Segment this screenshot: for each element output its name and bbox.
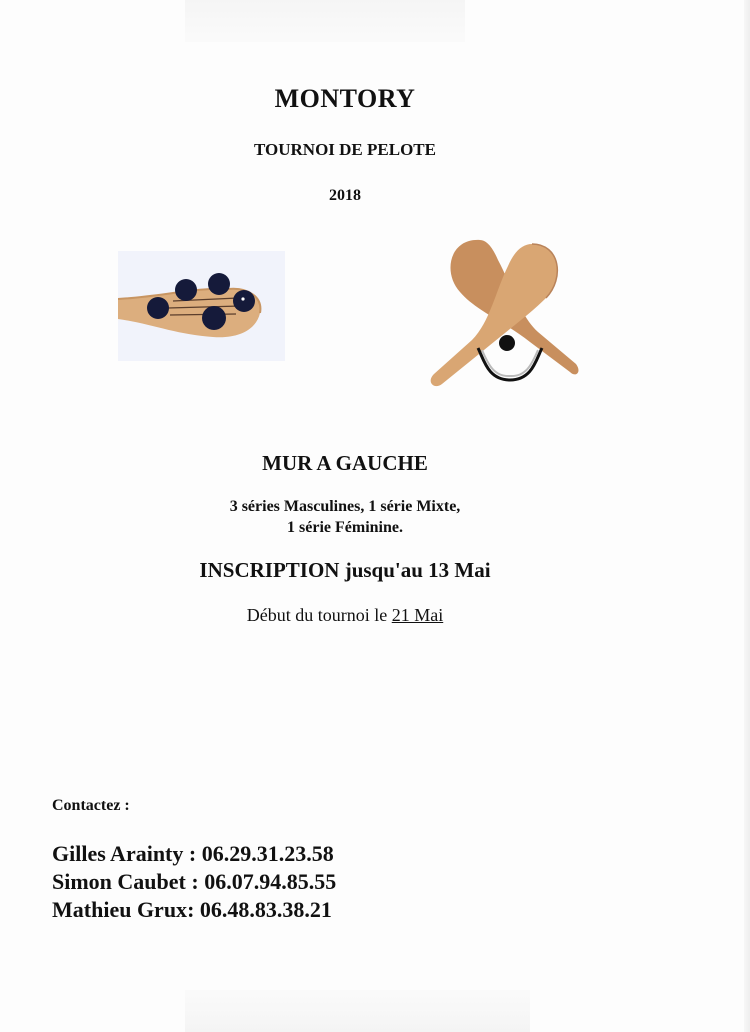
- pelota-balls-photo: [118, 251, 285, 361]
- discipline-title: MUR A GAUCHE: [262, 451, 428, 475]
- contact-entry: [52, 840, 336, 868]
- pelota-ball: [233, 290, 255, 312]
- paper-edge: [744, 0, 750, 1032]
- pelota-ball: [147, 297, 169, 319]
- contact-phone: 06.29.31.23.58: [201, 841, 334, 866]
- start-date: 21 Mai: [391, 605, 444, 625]
- contact-name: Mathieu Grux: [52, 897, 188, 922]
- contact-separator: :: [183, 841, 202, 866]
- tournament-year: 2018: [329, 187, 361, 204]
- tournament-start: [0, 605, 690, 626]
- contact-phone: 06.07.94.85.55: [204, 869, 337, 894]
- contact-name: Simon Caubet: [52, 869, 186, 894]
- pelota-ball: [175, 279, 197, 301]
- tape-strip-top: [185, 0, 465, 42]
- pelota-ball: [208, 273, 230, 295]
- tournament-subtitle: TOURNOI DE PELOTE: [253, 140, 436, 159]
- series-info: [0, 496, 690, 538]
- series-line: 1 série Féminine.: [287, 519, 403, 536]
- pelota-ball-icon: [499, 335, 515, 351]
- start-label: Début du tournoi le: [246, 605, 392, 625]
- ball-highlight: [241, 297, 244, 300]
- contact-name: Gilles Arainty: [52, 841, 184, 866]
- series-line: 3 séries Masculines, 1 série Mixte,: [229, 498, 461, 515]
- inscription-deadline: INSCRIPTION jusqu'au 13 Mai: [199, 558, 491, 582]
- page-title: MONTORY: [274, 84, 416, 113]
- crossed-paddles-logo: [420, 232, 585, 394]
- contact-heading: Contactez :: [52, 797, 130, 814]
- contact-separator: :: [185, 869, 205, 894]
- contact-entry: [52, 896, 336, 924]
- contact-list: [52, 840, 336, 924]
- contact-phone: 06.48.83.38.21: [199, 897, 332, 922]
- contact-separator: :: [187, 897, 200, 922]
- contact-entry: [52, 868, 336, 896]
- tape-strip-bottom: [185, 990, 530, 1032]
- pelota-ball: [202, 306, 226, 330]
